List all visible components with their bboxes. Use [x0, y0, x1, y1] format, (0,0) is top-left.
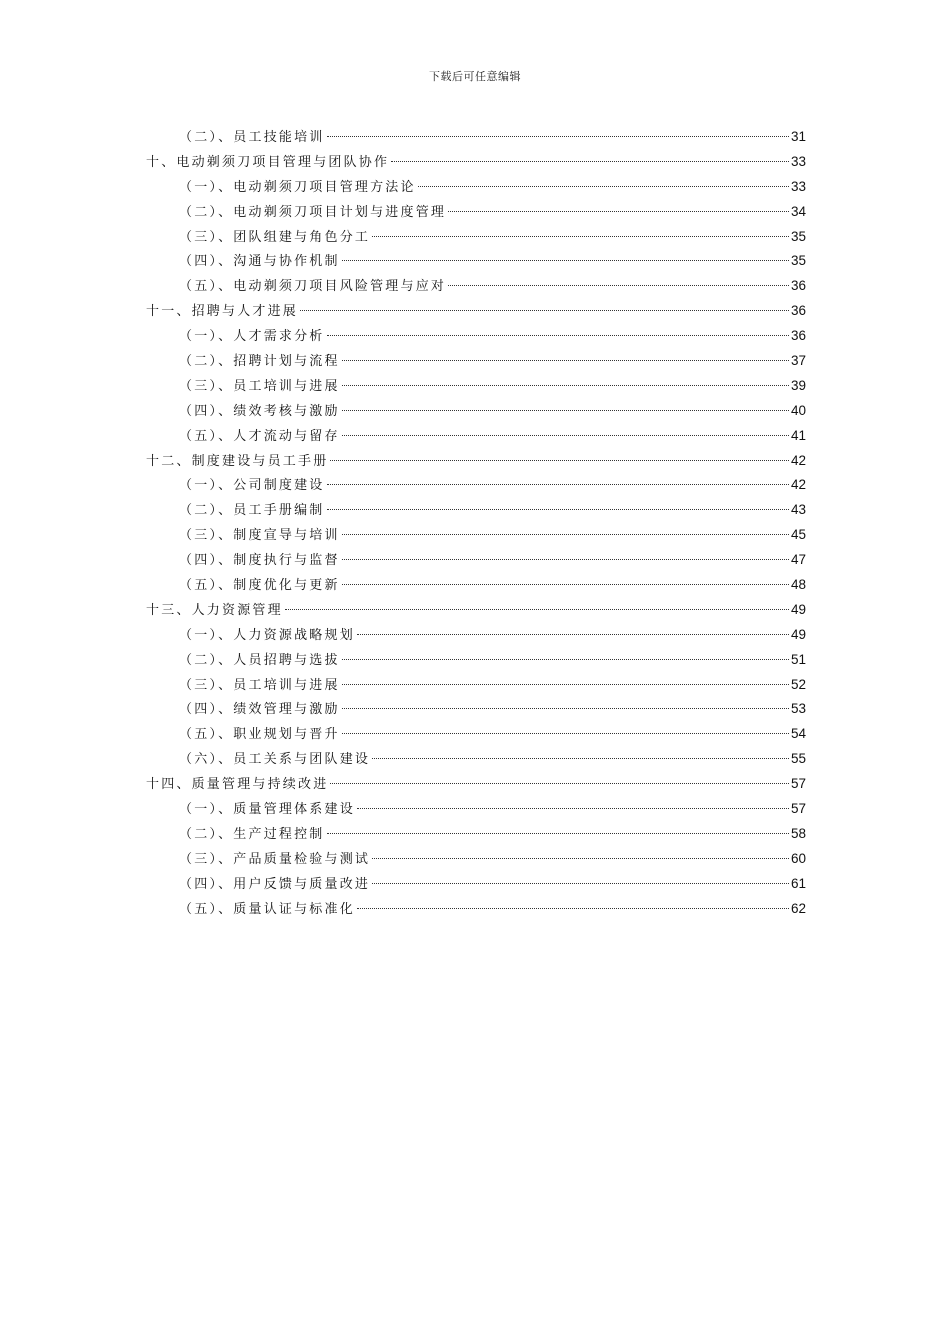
toc-entry-label: （一）、质量管理体系建设: [179, 802, 355, 818]
toc-section-entry[interactable]: [146, 424, 806, 449]
toc-dot-leader: [327, 335, 789, 336]
toc-entry-label: （五）、电动剃须刀项目风险管理与应对: [179, 279, 447, 295]
toc-dot-leader: [327, 509, 789, 510]
toc-dot-leader: [372, 236, 789, 237]
toc-entry-label: 十三、人力资源管理: [146, 602, 283, 618]
toc-section-entry[interactable]: [146, 722, 806, 747]
toc-dot-leader: [342, 684, 789, 685]
toc-section-entry[interactable]: [146, 374, 806, 399]
toc-section-entry[interactable]: [146, 274, 806, 299]
toc-entry-page-number: 58: [790, 825, 806, 841]
toc-section-entry[interactable]: [146, 573, 806, 598]
toc-dot-leader: [357, 634, 789, 635]
toc-entry-label: （二）、电动剃须刀项目计划与进度管理: [179, 204, 447, 220]
toc-entry-label: （四）、制度执行与监督: [179, 553, 340, 569]
toc-entry-page-number: 36: [790, 303, 806, 319]
toc-dot-leader: [327, 833, 789, 834]
toc-entry-label: （一）、电动剃须刀项目管理方法论: [179, 179, 416, 195]
toc-section-entry[interactable]: [146, 349, 806, 374]
toc-section-entry[interactable]: [146, 697, 806, 722]
toc-section-entry[interactable]: [146, 225, 806, 250]
toc-section-entry[interactable]: [146, 523, 806, 548]
toc-dot-leader: [342, 733, 789, 734]
toc-section-entry[interactable]: [146, 623, 806, 648]
toc-dot-leader: [327, 484, 789, 485]
toc-section-entry[interactable]: [146, 125, 806, 150]
toc-entry-page-number: 53: [790, 701, 806, 717]
toc-chapter-entry[interactable]: [146, 598, 806, 623]
toc-section-entry[interactable]: [146, 175, 806, 200]
toc-entry-page-number: 34: [790, 203, 806, 219]
toc-entry-label: 十四、质量管理与持续改进: [146, 777, 329, 793]
toc-entry-label: （四）、用户反馈与质量改进: [179, 876, 371, 892]
toc-dot-leader: [330, 460, 789, 461]
toc-entry-label: （一）、人力资源战略规划: [179, 627, 355, 643]
toc-entry-label: （四）、沟通与协作机制: [179, 254, 340, 270]
toc-dot-leader: [357, 808, 789, 809]
toc-entry-label: （一）、公司制度建设: [179, 478, 325, 494]
toc-dot-leader: [330, 783, 789, 784]
toc-chapter-entry[interactable]: [146, 150, 806, 175]
toc-section-entry[interactable]: [146, 548, 806, 573]
toc-entry-label: （四）、绩效考核与激励: [179, 403, 340, 419]
toc-section-entry[interactable]: [146, 473, 806, 498]
toc-section-entry[interactable]: [146, 797, 806, 822]
toc-entry-label: （二）、生产过程控制: [179, 826, 325, 842]
toc-section-entry[interactable]: [146, 747, 806, 772]
toc-entry-page-number: 33: [790, 153, 806, 169]
toc-entry-page-number: 39: [790, 377, 806, 393]
toc-dot-leader: [342, 435, 789, 436]
toc-entry-page-number: 61: [790, 875, 806, 891]
toc-dot-leader: [285, 609, 789, 610]
toc-dot-leader: [391, 161, 789, 162]
toc-chapter-entry[interactable]: [146, 449, 806, 474]
toc-section-entry[interactable]: [146, 847, 806, 872]
toc-entry-label: （五）、职业规划与晋升: [179, 727, 340, 743]
toc-entry-label: （二）、员工技能培训: [179, 130, 325, 145]
toc-entry-page-number: 36: [790, 278, 806, 294]
toc-entry-page-number: 51: [790, 651, 806, 667]
toc-dot-leader: [342, 410, 789, 411]
toc-entry-label: （五）、制度优化与更新: [179, 578, 340, 594]
toc-entry-page-number: 48: [790, 577, 806, 593]
toc-section-entry[interactable]: [146, 648, 806, 673]
toc-entry-page-number: 62: [790, 900, 806, 916]
toc-dot-leader: [357, 908, 789, 909]
toc-section-entry[interactable]: [146, 498, 806, 523]
toc-dot-leader: [448, 285, 789, 286]
toc-dot-leader: [342, 385, 789, 386]
toc-dot-leader: [342, 534, 789, 535]
toc-entry-page-number: 60: [790, 850, 806, 866]
toc-entry-label: （五）、质量认证与标准化: [179, 901, 355, 917]
toc-entry-label: （二）、员工手册编制: [179, 503, 325, 519]
toc-entry-label: （一）、人才需求分析: [179, 329, 325, 345]
toc-section-entry[interactable]: [146, 324, 806, 349]
toc-entry-page-number: 47: [790, 552, 806, 568]
toc-entry-page-number: 57: [790, 801, 806, 817]
toc-entry-page-number: 52: [790, 676, 806, 692]
toc-entry-page-number: 49: [790, 601, 806, 617]
toc-entry-label: （三）、员工培训与进展: [179, 677, 340, 693]
toc-dot-leader: [300, 310, 789, 311]
toc-entry-label: （三）、产品质量检验与测试: [179, 851, 371, 867]
toc-section-entry[interactable]: [146, 897, 806, 922]
table-of-contents: [146, 125, 806, 922]
toc-entry-page-number: 55: [790, 751, 806, 767]
toc-entry-page-number: 41: [790, 427, 806, 443]
toc-entry-label: （六）、员工关系与团队建设: [179, 752, 371, 768]
toc-chapter-entry[interactable]: [146, 299, 806, 324]
toc-entry-label: （三）、团队组建与角色分工: [179, 229, 371, 245]
toc-entry-page-number: 49: [790, 626, 806, 642]
toc-entry-page-number: 31: [790, 129, 806, 144]
toc-entry-page-number: 37: [790, 353, 806, 369]
toc-dot-leader: [327, 136, 789, 137]
toc-entry-label: （二）、招聘计划与流程: [179, 354, 340, 370]
toc-entry-page-number: 35: [790, 228, 806, 244]
toc-dot-leader: [372, 758, 789, 759]
toc-entry-label: （四）、绩效管理与激励: [179, 702, 340, 718]
toc-dot-leader: [342, 559, 789, 560]
toc-dot-leader: [342, 260, 789, 261]
toc-entry-page-number: 45: [790, 527, 806, 543]
toc-entry-page-number: 36: [790, 328, 806, 344]
toc-dot-leader: [372, 883, 789, 884]
toc-entry-label: （三）、员工培训与进展: [179, 378, 340, 394]
toc-entry-label: （三）、制度宣导与培训: [179, 528, 340, 544]
toc-entry-page-number: 42: [790, 452, 806, 468]
toc-entry-page-number: 33: [790, 178, 806, 194]
toc-section-entry[interactable]: [146, 822, 806, 847]
toc-dot-leader: [342, 360, 789, 361]
page-header-note: 下载后可任意编辑: [429, 70, 521, 83]
toc-section-entry[interactable]: [146, 399, 806, 424]
toc-entry-page-number: 57: [790, 776, 806, 792]
toc-entry-label: 十二、制度建设与员工手册: [146, 453, 329, 469]
toc-section-entry[interactable]: [146, 872, 806, 897]
toc-dot-leader: [448, 211, 789, 212]
toc-section-entry[interactable]: [146, 673, 806, 698]
toc-section-entry[interactable]: [146, 200, 806, 225]
toc-entry-label: 十、电动剃须刀项目管理与团队协作: [146, 154, 390, 170]
toc-chapter-entry[interactable]: [146, 772, 806, 797]
toc-entry-label: 十一、招聘与人才进展: [146, 304, 299, 320]
toc-dot-leader: [418, 186, 789, 187]
toc-dot-leader: [342, 584, 789, 585]
toc-entry-label: （五）、人才流动与留存: [179, 428, 340, 444]
toc-entry-page-number: 40: [790, 402, 806, 418]
toc-dot-leader: [342, 708, 789, 709]
toc-entry-label: （二）、人员招聘与选拔: [179, 652, 340, 668]
toc-dot-leader: [372, 858, 789, 859]
toc-entry-page-number: 42: [790, 477, 806, 493]
toc-entry-page-number: 35: [790, 253, 806, 269]
toc-entry-page-number: 54: [790, 726, 806, 742]
toc-section-entry[interactable]: [146, 249, 806, 274]
toc-dot-leader: [342, 659, 789, 660]
toc-entry-page-number: 43: [790, 502, 806, 518]
